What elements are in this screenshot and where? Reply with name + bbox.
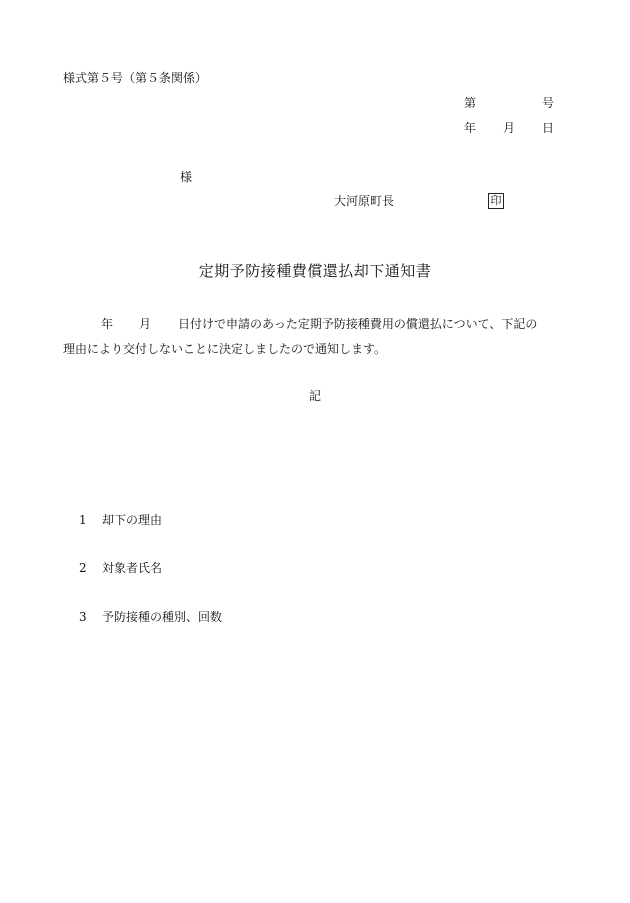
number-suffix: 号 (542, 96, 555, 110)
body-year-label: 年 (101, 317, 114, 331)
body-line1-text: 日付けで申請のあった定期予防接種費用の償還払について、下記の (178, 317, 538, 331)
addressee-honorific: 様 (180, 170, 193, 184)
item-number: 1 (79, 513, 87, 527)
form-label: 様式第５号（第５条関係） (63, 71, 208, 85)
sender-name: 大河原町長 (334, 194, 395, 208)
body-text-line-2: 理由により交付しないことに決定しましたので通知します。 (63, 342, 387, 356)
item-label: 却下の理由 (102, 513, 163, 527)
body-month-label: 月 (139, 317, 152, 331)
date-day-label: 日 (542, 121, 555, 135)
item-number: 2 (79, 561, 87, 575)
item-number: 3 (79, 610, 87, 624)
ki-heading: 記 (308, 389, 321, 403)
body-text-line-1 (63, 318, 537, 330)
list-item (79, 514, 162, 526)
seal-mark: 印 (488, 193, 504, 209)
list-item (79, 611, 222, 623)
date-year-label: 年 (464, 121, 477, 135)
item-label: 予防接種の種別、回数 (102, 610, 223, 624)
item-label: 対象者氏名 (102, 561, 163, 575)
list-item (79, 562, 162, 574)
number-prefix: 第 (464, 96, 477, 110)
date-month-label: 月 (503, 121, 516, 135)
page-title: 定期予防接種費償還払却下通知書 (198, 262, 432, 280)
